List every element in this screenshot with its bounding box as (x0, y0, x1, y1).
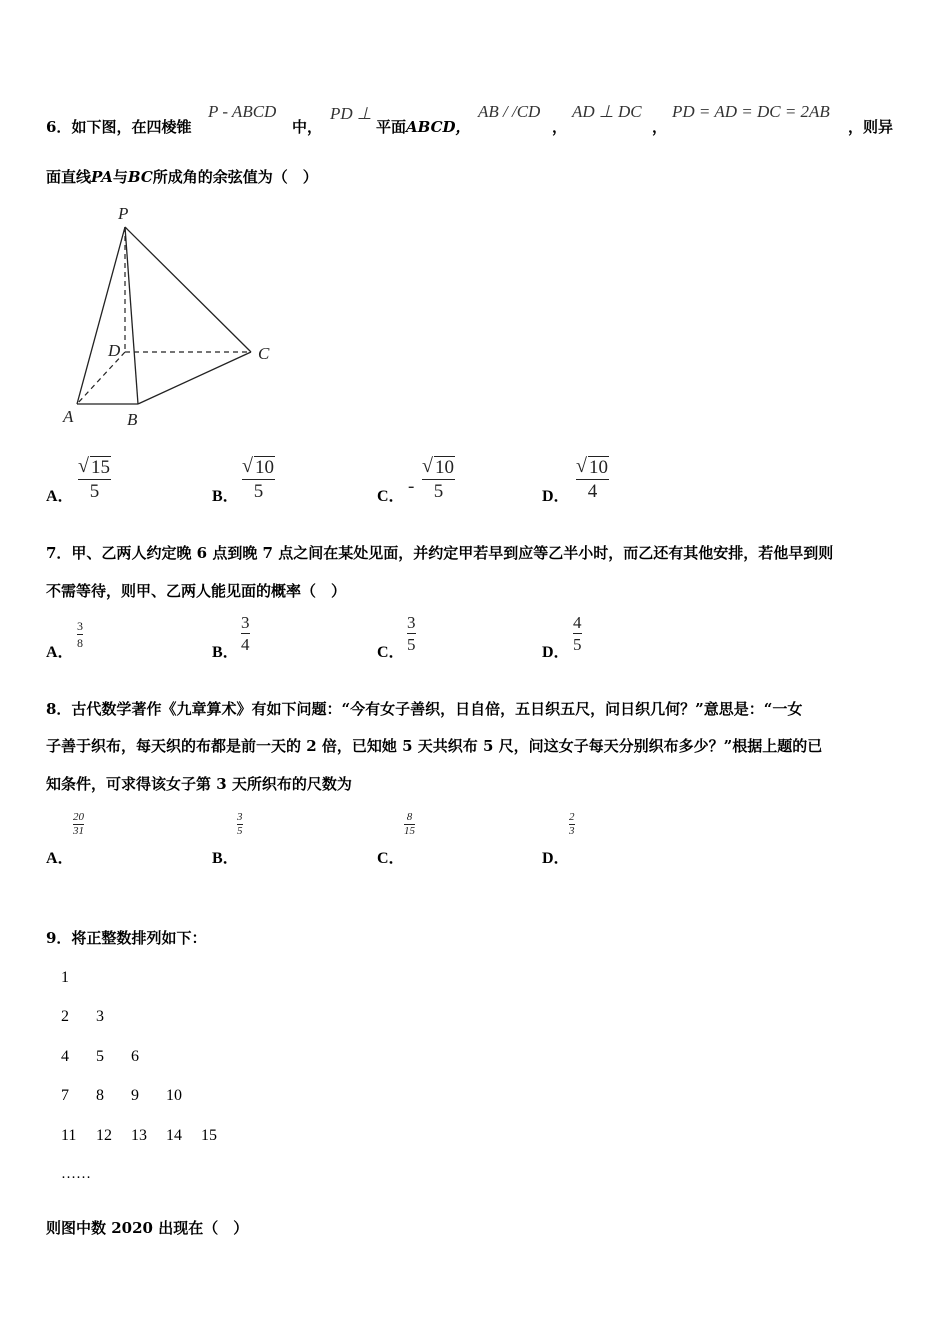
q9-num: 15 (201, 1127, 217, 1144)
q7-option-a-label[interactable]: A． (46, 644, 74, 661)
q9-num: 13 (131, 1127, 147, 1144)
q6-pa: PA (91, 168, 113, 186)
q9-ellipsis: …… (61, 1166, 91, 1182)
q7-line1: 7．甲、乙两人约定晚 6 点到晚 7 点之间在某处见面，并约定甲若早到应等乙半小时，而乙还有其他安排，若他早到则 (46, 544, 834, 562)
q8-option-b-num: 3 (237, 811, 243, 823)
q8-option-c-num: 8 (406, 811, 413, 823)
q9-question: 则图中数 2020 出现在（ ） (46, 1219, 249, 1237)
q6-plane-word: 平面 (376, 118, 407, 136)
q6-math-parallel: AB / /CD (478, 102, 541, 121)
q8-option-a-value (73, 812, 84, 837)
label-a: A (63, 407, 74, 426)
q7-option-d-value (573, 614, 582, 653)
q6-math-perp: AD ⊥ DC (572, 102, 642, 121)
q6-yu: 与 (112, 168, 128, 186)
label-b: B (127, 410, 138, 429)
q6-math-eq: PD = AD = DC = 2AB (672, 102, 830, 121)
q7-option-a-den: 8 (77, 636, 83, 650)
q9-num: 9 (131, 1087, 139, 1104)
q9-row-5 (61, 1127, 236, 1145)
q6-option-d-den: 4 (587, 481, 598, 502)
q6-math-pd-perp: PD ⊥ (330, 104, 372, 123)
q8-option-b-den: 5 (237, 825, 243, 837)
q7-option-d-den: 5 (573, 635, 582, 654)
q8-line3: 知条件，可求得该女子第 3 天所织布的尺数为 (46, 775, 352, 793)
q8-option-a-label[interactable]: A． (46, 850, 74, 867)
q9-num: 10 (166, 1087, 182, 1104)
q6-option-c-rad: 10 (435, 457, 454, 478)
label-p: P (118, 204, 129, 223)
q6-zhong: 中， (292, 118, 323, 136)
q7-option-b-den: 4 (241, 635, 250, 654)
q8-option-a-num: 20 (73, 811, 84, 823)
q8-option-a-den: 31 (73, 825, 84, 837)
q6-option-c-sign: - (408, 476, 415, 497)
q6-line2-b: 所成角的余弦值为（ ） (152, 168, 318, 186)
q8-option-b-label[interactable]: B． (212, 850, 239, 867)
q6-option-b-value: √ 10 5 (242, 455, 274, 502)
edge-pa (77, 227, 125, 404)
q8-option-c-den: 15 (404, 825, 415, 837)
pyramid-figure (55, 200, 285, 435)
q9-num: 4 (61, 1048, 69, 1065)
q9-num: 7 (61, 1087, 69, 1104)
q9-num: 12 (96, 1127, 112, 1144)
q9-row-1 (61, 969, 96, 987)
label-d: D (108, 341, 121, 360)
q8-line1: 8．古代数学著作《九章算术》有如下问题：“今有女子善织，日自倍，五日织五尺，问日织几何？”意思是：“一女 (46, 700, 803, 718)
q8-option-c-value (404, 812, 415, 837)
q6-bc: BC (127, 168, 153, 186)
q6-math-pyramid: P - ABCD (208, 102, 277, 121)
q6-option-b-rad: 10 (255, 457, 274, 478)
q9-num: 5 (96, 1048, 104, 1065)
q9-row-2 (61, 1008, 131, 1026)
q6-option-a-den: 5 (89, 481, 100, 502)
q6-line2 (46, 166, 318, 187)
q7-option-c-den: 5 (407, 635, 416, 654)
q6-option-d-value: √ 10 4 (576, 455, 608, 502)
q6-end1: ，则异 (848, 118, 894, 136)
q6-option-c-value: √ 10 5 (422, 455, 454, 502)
q6-intro: 如下图，在四棱锥 (71, 118, 192, 136)
q6-option-b-den: 5 (253, 481, 264, 502)
q6-option-d-rad: 10 (589, 457, 608, 478)
q6-line1 (46, 116, 191, 137)
q9-num: 2 (61, 1008, 69, 1025)
q6-option-c-den: 5 (433, 481, 444, 502)
q9-num: 3 (96, 1008, 104, 1025)
q8-option-d-value (569, 812, 575, 837)
q7-option-c-value (407, 614, 416, 653)
q9-num: 14 (166, 1127, 182, 1144)
q7-option-a-num: 3 (77, 619, 83, 633)
q7-option-a-value (77, 620, 83, 649)
q9-row-4 (61, 1087, 201, 1105)
q8-option-c-label[interactable]: C． (377, 850, 405, 867)
q7-option-d-num: 4 (573, 613, 582, 632)
q6-option-b-label[interactable]: B． (212, 488, 239, 505)
q9-row-3 (61, 1048, 166, 1066)
q8-option-b-value (237, 812, 243, 837)
q7-option-b-label[interactable]: B． (212, 644, 239, 661)
q6-plane-name: ABCD， (406, 118, 471, 136)
q8-line2: 子善于织布，每天织的布都是前一天的 2 倍，已知她 5 天共织布 5 尺，问这女子每天分别织布多少？”根据上题的已 (46, 737, 823, 755)
q7-option-c-label[interactable]: C． (377, 644, 405, 661)
label-c: C (258, 344, 270, 363)
q6-plane (376, 116, 471, 137)
q6-comma1: ， (552, 118, 568, 136)
q6-comma2: ， (652, 118, 668, 136)
q7-option-c-num: 3 (407, 613, 416, 632)
q6-number: 6． (46, 118, 72, 136)
q7-option-d-label[interactable]: D． (542, 644, 570, 661)
q6-option-d-label[interactable]: D． (542, 488, 570, 505)
q8-option-d-label[interactable]: D． (542, 850, 570, 867)
q6-option-c-label[interactable]: C． (377, 488, 405, 505)
q7-line2: 不需等待，则甲、乙两人能见面的概率（ ） (46, 582, 347, 600)
edge-pc (125, 227, 251, 352)
q8-option-d-den: 3 (569, 825, 575, 837)
q7-option-b-num: 3 (241, 613, 250, 632)
q9-line1: 9．将正整数排列如下： (46, 929, 207, 947)
q6-option-a-label[interactable]: A． (46, 488, 74, 505)
q6-option-a-value: √ 15 5 (78, 455, 110, 502)
q8-option-d-num: 2 (569, 811, 575, 823)
q9-num: 11 (61, 1127, 77, 1144)
q6-line2-a: 面直线 (46, 168, 92, 186)
q9-num: 1 (61, 969, 69, 986)
q7-option-b-value (241, 614, 250, 653)
edge-pb (125, 227, 138, 404)
edge-bc (138, 352, 251, 404)
q6-option-a-rad: 15 (91, 457, 110, 478)
q9-num: 6 (131, 1048, 139, 1065)
q9-num: 8 (96, 1087, 104, 1104)
